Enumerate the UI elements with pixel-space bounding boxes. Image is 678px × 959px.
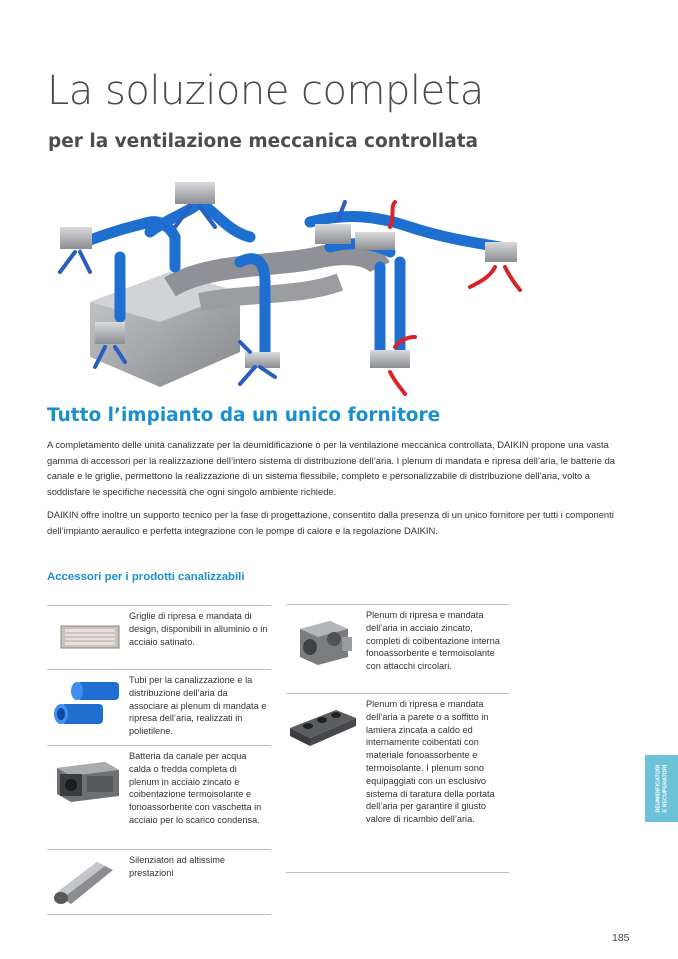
duct-coil-icon	[47, 754, 125, 806]
support-paragraph: DAIKIN offre inoltre un supporto tecnico per la fase di progettazione, consentito dalla presenza di un unico fornitore per tutti i componenti dell’impianto aeraulico e perfetta integrazione con le pompe di calore e la regolazione DAIKIN.	[47, 509, 614, 536]
accessory-text: Tubi per la canalizzazione e la distribuzione dell’aria da associare ai plenum di mandata e ripresa dell’aria, realizzati in polietilene.	[129, 675, 267, 737]
ventilation-system-illustration	[50, 172, 530, 397]
accessory-item-plenum-wall	[286, 693, 509, 873]
accessory-text: Plenum di ripresa e mandata dell’aria in acciaio zincato, completi di coibentazione interna fonoassorbente e termoisolante con attacchi circolari.	[366, 610, 500, 672]
page-title: La soluzione completa	[47, 68, 484, 114]
side-tab-line1: DEUMIDIFICATORI	[654, 764, 661, 813]
plenum-circular-icon	[286, 613, 364, 671]
section-side-tab	[645, 755, 678, 822]
accessory-item-grilles	[47, 605, 271, 668]
section-title: Tutto l’impianto da un unico fornitore	[47, 405, 441, 426]
accessory-text: Griglie di ripresa e mandata di design, disponibili in alluminio o in acciaio satinato.	[129, 611, 268, 647]
accessory-item-duct-coil	[47, 745, 271, 848]
accessory-item-silencer	[47, 849, 271, 915]
accessory-item-plenum-circular	[286, 604, 509, 693]
page-subtitle: per la ventilazione meccanica controllata	[48, 131, 479, 152]
intro-paragraph: A completamento delle unità canalizzate per la deumidificazione o per la ventilazione meccanica controllata, DAIKIN propone una vasta gamma di accessori per la realizzazione dell’intero sistema di distribuzione dell’aria. I plenum di mandata e ripresa dell’aria, le batterie da canale e le griglie, permettono la realizzazione di un sistema flessibile, completo e personalizzabile di distribuzione dell’aria, volto a soddisfare le specifiche necessità che ogni singolo ambiente richiede.	[47, 439, 615, 497]
accessory-text: Silenziatori ad altissime prestazioni	[129, 855, 225, 878]
pipes-icon	[47, 676, 125, 734]
grille-icon	[47, 616, 125, 656]
accessory-item-pipes	[47, 669, 271, 744]
accessories-title: Accessori per i prodotti canalizzabili	[47, 571, 245, 583]
page-number: 185	[612, 932, 630, 944]
accessory-text: Plenum di ripresa e mandata dell’aria a parete o a soffitto in lamiera zincata a caldo ed internamente coibentati con materiale fonoassorbente e termoisolante. I plenum sono equipaggiati con un esclusivo sistema di taratura della portata dell’aria per garantire il giusto valore di ricambio dell’aria.	[366, 699, 495, 825]
side-tab-line2: E RECUPERATORI	[661, 764, 668, 813]
accessory-text: Batteria da canale per acqua calda o fredda completa di plenum in acciaio zincato e coibentazione termoisolante e fonoassorbente con vaschetta in acciaio per lo scarico condensa.	[129, 751, 262, 825]
plenum-wall-icon	[286, 698, 364, 752]
silencer-icon	[47, 856, 125, 910]
